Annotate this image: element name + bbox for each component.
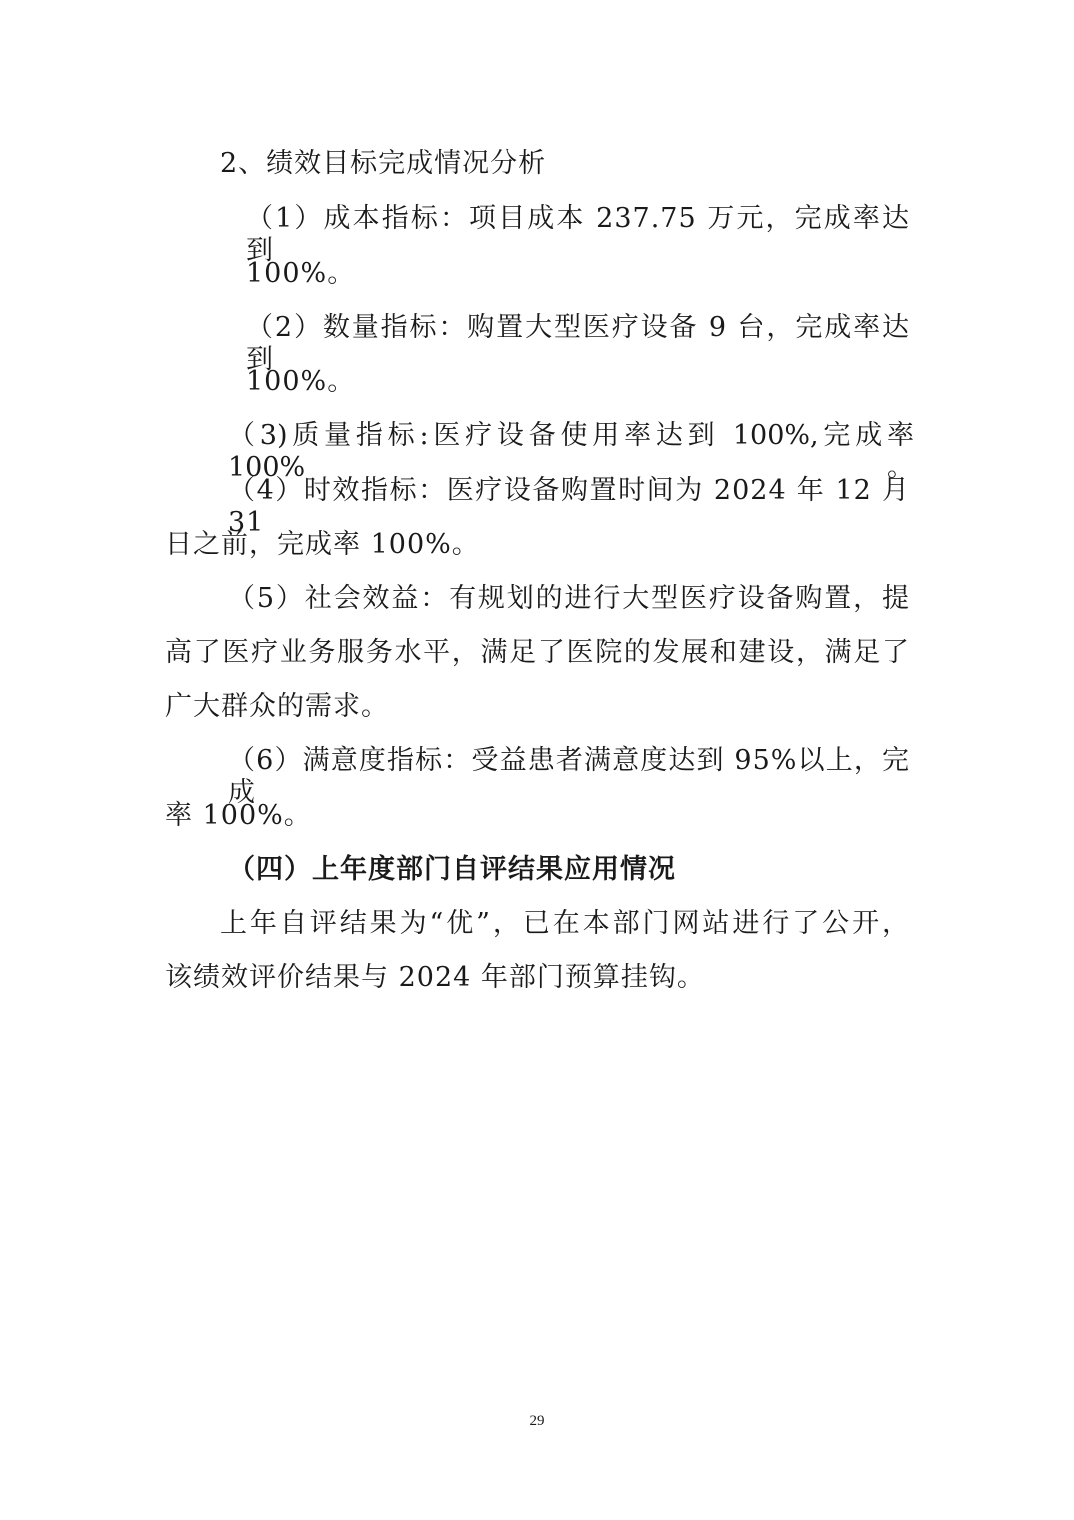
item-4-timeliness-indicator: （4）时效指标：医疗设备购置时间为 2024 年 12 月 31 bbox=[228, 475, 910, 538]
item-3-quality-indicator: （3)质量指标:医疗设备使用率达到 100%,完成率 100%。 bbox=[228, 420, 914, 483]
page-number: 29 bbox=[529, 1413, 545, 1429]
section-heading-performance-analysis: 2、绩效目标完成情况分析 bbox=[220, 148, 547, 179]
item-2-quantity-indicator-continued: 100%。 bbox=[246, 366, 356, 397]
item-6-satisfaction-indicator-continued: 率 100%。 bbox=[165, 800, 312, 831]
section-4-body-continued: 该绩效评价结果与 2024 年部门预算挂钩。 bbox=[165, 962, 705, 993]
item-5-social-benefit: （5）社会效益：有规划的进行大型医疗设备购置，提 bbox=[228, 583, 910, 614]
item-5-social-benefit-continued: 高了医疗业务服务水平，满足了医院的发展和建设，满足了 bbox=[165, 637, 910, 668]
item-1-cost-indicator: （1）成本指标：项目成本 237.75 万元，完成率达到 bbox=[246, 203, 910, 266]
section-4-heading: （四）上年度部门自评结果应用情况 bbox=[228, 854, 676, 885]
item-6-satisfaction-indicator: （6）满意度指标：受益患者满意度达到 95%以上，完成 bbox=[228, 745, 910, 808]
item-5-social-benefit-end: 广大群众的需求。 bbox=[165, 691, 389, 722]
item-1-cost-indicator-continued: 100%。 bbox=[246, 258, 356, 289]
item-2-quantity-indicator: （2）数量指标：购置大型医疗设备 9 台，完成率达到 bbox=[246, 312, 910, 375]
section-4-body: 上年自评结果为“优”，已在本部门网站进行了公开， bbox=[220, 908, 910, 939]
item-4-timeliness-indicator-continued: 日之前，完成率 100%。 bbox=[165, 529, 480, 560]
